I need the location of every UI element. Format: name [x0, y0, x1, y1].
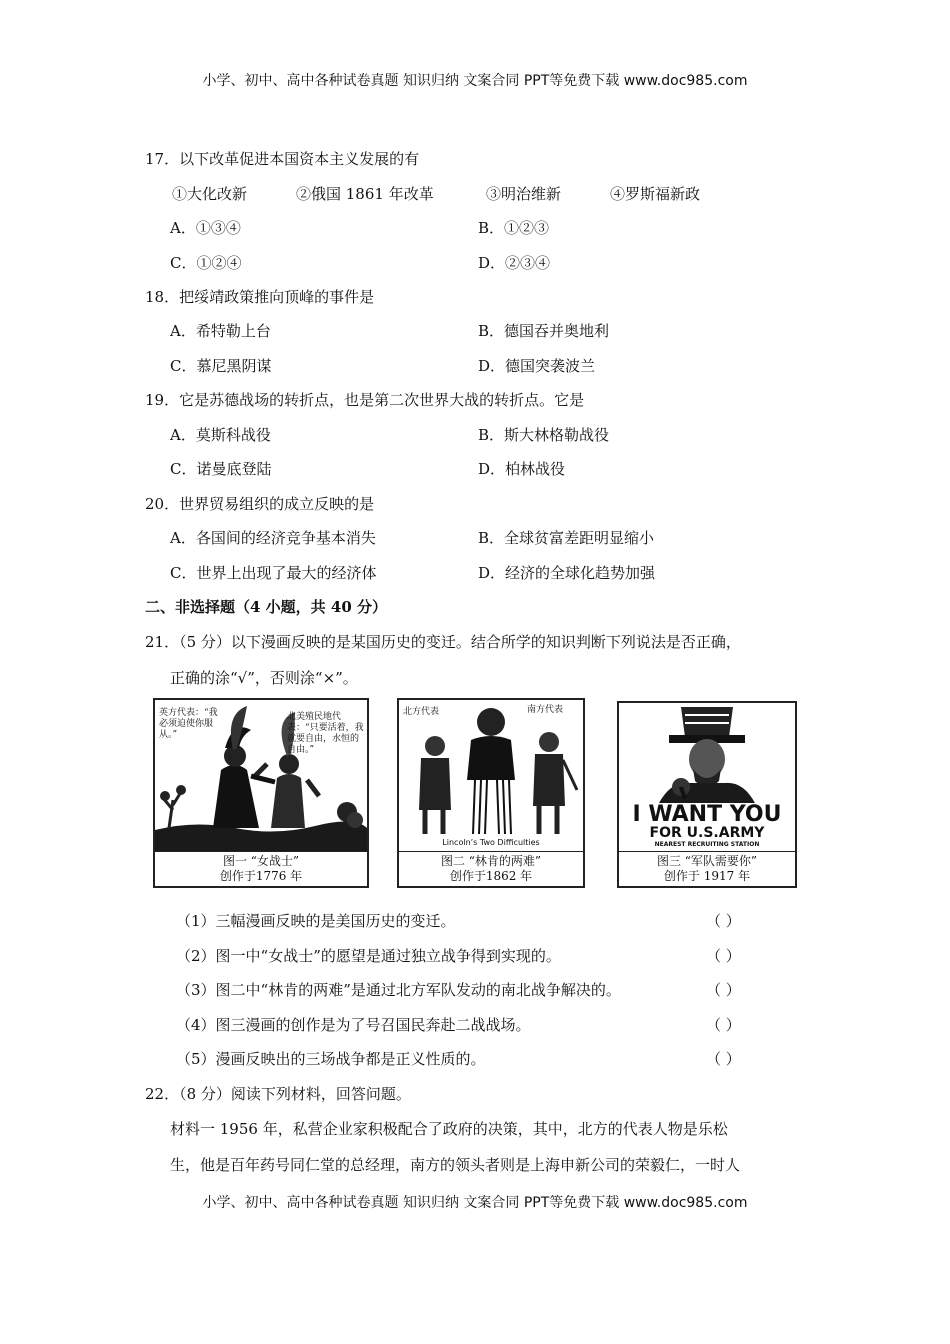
cartoon-3-poster-line1: I WANT YOU: [632, 802, 782, 827]
q17-option-b: B．①②③: [478, 219, 550, 237]
q20-option-c: C．世界上出现了最大的经济体: [170, 564, 377, 582]
q19-option-d: D．柏林战役: [478, 460, 566, 478]
cartoon-3-poster-line3: NEAREST RECRUITING STATION: [654, 841, 760, 848]
cartoon-1-caption-date: 创作于1776 年: [219, 869, 303, 883]
q17-item-2: ②俄国 1861 年改革: [296, 185, 434, 203]
cartoon-1-bubble-right: 北美殖民地代表：“只要活着，我就要自由，水恒的自由。”: [287, 712, 364, 755]
question-18-stem: 18．把绥靖政策推向顶峰的事件是: [145, 288, 375, 306]
q18-option-b: B．德国吞并奥地利: [478, 322, 610, 340]
q17-item-4: ④罗斯福新政: [610, 185, 701, 203]
cartoon-3-uncle-sam-illustration: [619, 703, 795, 803]
q19-option-a: A．莫斯科战役: [170, 426, 271, 444]
q21-statement-5: （5）漫画反映出的三场战争都是正义性质的。: [176, 1050, 486, 1068]
cartoon-1-caption-title: 图一 “女战士”: [222, 854, 300, 868]
question-17-stem: 17．以下改革促进本国资本主义发展的有: [145, 150, 420, 168]
question-21-stem-line1: 21．（5 分）以下漫画反映的是某国历史的变迁。结合所学的知识判断下列说法是否正确，: [145, 633, 741, 651]
q21-statement-3: （3）图二中“林肯的两难”是通过北方军队发动的南北战争解决的。: [176, 981, 621, 999]
q18-option-c: C．慕尼黑阴谋: [170, 357, 272, 375]
cartoon-3-caption: [619, 851, 795, 886]
q22-material-line1: 材料一 1956 年，私营企业家积极配合了政府的决策，其中，北方的代表人物是乐松: [170, 1120, 728, 1138]
q21-answer-blank-5[interactable]: （ ）: [706, 1050, 741, 1068]
cartoon-1-caption: [155, 851, 367, 886]
cartoon-3-caption-date: 创作于 1917 年: [663, 869, 751, 883]
q21-answer-blank-4[interactable]: （ ）: [706, 1016, 741, 1034]
q21-statement-1: （1）三幅漫画反映的是美国历史的变迁。: [176, 912, 456, 930]
cartoon-2-english-caption: Lincoln’s Two Difficulties: [442, 838, 540, 847]
cartoon-2-label-left: 北方代表: [403, 707, 440, 717]
q17-option-d: D．②③④: [478, 254, 551, 272]
question-21-stem-line2: 正确的涂“√”，否则涂“×”。: [170, 669, 358, 687]
q19-option-b: B．斯大林格勒战役: [478, 426, 610, 444]
cartoon-1-women-warriors: [153, 698, 369, 888]
cartoon-2-illustration: [399, 700, 583, 852]
cartoon-2-caption: [399, 851, 583, 886]
cartoon-1-bubble-left: 英方代表：“我必须迫使你服从。”: [159, 708, 218, 740]
cartoon-3-caption-title: 图三 “军队需要你”: [656, 854, 758, 868]
q20-option-a: A．各国间的经济竞争基本消失: [170, 529, 376, 547]
q17-option-c: C．①②④: [170, 254, 242, 272]
q20-option-b: B．全球贫富差距明显缩小: [478, 529, 655, 547]
q21-answer-blank-2[interactable]: （ ）: [706, 947, 741, 965]
question-20-stem: 20．世界贸易组织的成立反映的是: [145, 495, 375, 513]
cartoon-2-caption-date: 创作于1862 年: [449, 869, 533, 883]
q22-material-line2: 生，他是百年药号同仁堂的总经理，南方的领头者则是上海申新公司的荣毅仁，一时人: [170, 1156, 741, 1174]
q17-item-1: ①大化改新: [172, 185, 248, 203]
cartoon-3-poster-line2: FOR U.S.ARMY: [649, 825, 765, 841]
q21-statement-2: （2）图一中“女战士”的愿望是通过独立战争得到实现的。: [176, 947, 561, 965]
q19-option-c: C．诺曼底登陆: [170, 460, 272, 478]
q17-option-a: A．①③④: [170, 219, 241, 237]
q17-item-3: ③明治维新: [486, 185, 562, 203]
q21-statement-4: （4）图三漫画的创作是为了号召国民奔赴二战战场。: [176, 1016, 531, 1034]
section-2-title: 二、非选择题（4 小题，共 40 分）: [145, 598, 387, 616]
cartoon-2-caption-title: 图二 “林肯的两难”: [440, 854, 542, 868]
cartoon-2-label-right: 南方代表: [527, 705, 564, 715]
cartoon-3-i-want-you-poster: [617, 701, 797, 888]
q18-option-a: A．希特勒上台: [170, 322, 271, 340]
question-22-stem: 22．（8 分）阅读下列材料，回答问题。: [145, 1085, 411, 1103]
page-header: 小学、初中、高中各种试卷真题 知识归纳 文案合同 PPT等免费下载 www.doc985.com: [202, 73, 748, 89]
q20-option-d: D．经济的全球化趋势加强: [478, 564, 656, 582]
cartoon-2-lincolns-difficulties: [397, 698, 585, 888]
q21-answer-blank-3[interactable]: （ ）: [706, 981, 741, 999]
q18-option-d: D．德国突袭波兰: [478, 357, 596, 375]
question-19-stem: 19．它是苏德战场的转折点，也是第二次世界大战的转折点。它是: [145, 391, 585, 409]
page-footer: 小学、初中、高中各种试卷真题 知识归纳 文案合同 PPT等免费下载 www.doc985.com: [202, 1195, 748, 1211]
q21-answer-blank-1[interactable]: （ ）: [706, 912, 741, 930]
